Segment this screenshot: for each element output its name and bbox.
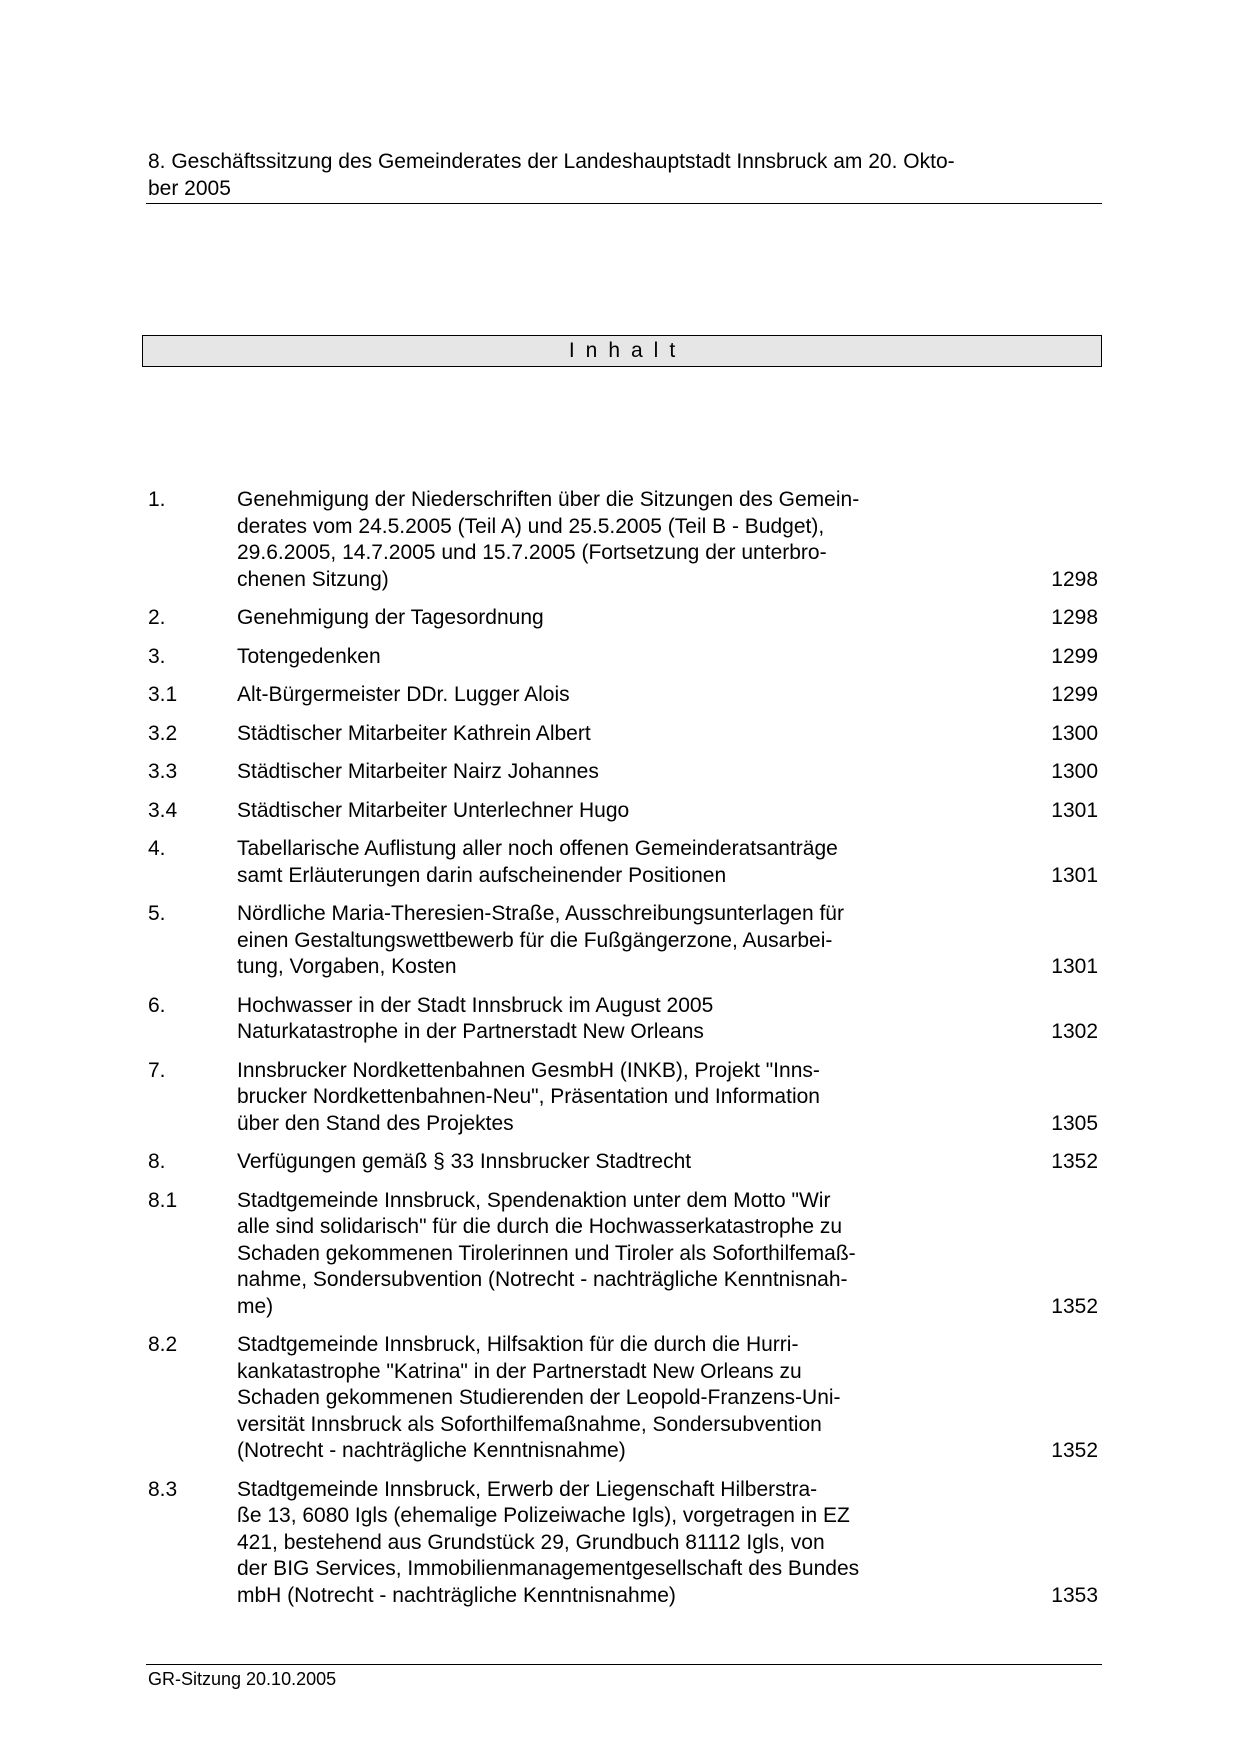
toc-entry-title — [237, 759, 937, 786]
toc-entry-title-line: Tabellarische Auflistung aller noch offenen Gemeinderatsanträge — [237, 837, 838, 860]
toc-entry — [148, 798, 1098, 825]
toc-entry-title-line: derates vom 24.5.2005 (Teil A) und 25.5.2005 (Teil B - Budget), — [237, 514, 825, 538]
toc-entry-title — [237, 721, 937, 748]
toc-entry-page: 1302 — [1051, 1020, 1098, 1043]
toc-entry — [148, 901, 1098, 981]
toc-entry — [148, 993, 1098, 1046]
toc-entry-title-line: Alt-Bürgermeister DDr. Lugger Alois — [237, 683, 570, 706]
toc-entry-title — [237, 993, 937, 1046]
toc-entry-title — [237, 1058, 937, 1138]
toc-entry-title-line: samt Erläuterungen darin aufscheinender Positionen — [237, 863, 727, 887]
toc-entry-title — [237, 487, 937, 593]
toc-entry-number: 3.2 — [148, 721, 178, 745]
toc-entry — [148, 1477, 1098, 1610]
toc-entry-title-line: chenen Sitzung) — [237, 567, 389, 591]
toc-entry-title — [237, 682, 937, 709]
toc-entry-page: 1352 — [1051, 1439, 1098, 1462]
toc-entry-title — [237, 1332, 937, 1465]
toc-entry-title-line: Städtischer Mitarbeiter Unterlechner Hugo — [237, 798, 630, 822]
toc-entry-number: 3. — [148, 644, 166, 668]
toc-entry-title-line: Städtischer Mitarbeiter Nairz Johannes — [237, 760, 599, 783]
toc-entry-number: 3.1 — [148, 683, 178, 706]
toc-entry-title-line: versität Innsbruck als Soforthilfemaßnahme, Sondersubvention — [237, 1412, 822, 1436]
toc-entry — [148, 1332, 1098, 1465]
toc-entry — [148, 487, 1098, 593]
toc-entry-title — [237, 605, 937, 632]
toc-entry-title-line: Städtischer Mitarbeiter Kathrein Albert — [237, 721, 591, 745]
header-line-2: ber 2005 — [148, 177, 231, 200]
toc-entry-title-line: 421, bestehend aus Grundstück 29, Grundbuch 81112 Igls, von — [237, 1530, 825, 1554]
toc-entry-title-line: mbH (Notrecht - nachträgliche Kenntnisnahme) — [237, 1583, 676, 1607]
toc-entry-number: 7. — [148, 1058, 166, 1082]
toc-entry-title-line: Innsbrucker Nordkettenbahnen GesmbH (INKB), Projekt "Inns- — [237, 1058, 820, 1082]
toc-entry-title-line: tung, Vorgaben, Kosten — [237, 955, 457, 978]
toc-entry-title-line: brucker Nordkettenbahnen-Neu", Präsentation und Information — [237, 1085, 820, 1108]
toc-entry-title-line: Stadtgemeinde Innsbruck, Hilfsaktion für die durch die Hurri- — [237, 1333, 799, 1356]
toc-entry-title-line: einen Gestaltungswettbewerb für die Fußgängerzone, Ausarbei- — [237, 928, 833, 952]
toc-entry-title — [237, 901, 937, 981]
toc-entry-page: 1352 — [1051, 1150, 1098, 1173]
toc-entry-page: 1352 — [1051, 1294, 1098, 1318]
toc-entry — [148, 836, 1098, 889]
page-footer: GR-Sitzung 20.10.2005 — [148, 1669, 337, 1689]
toc-entry-title-line: der BIG Services, Immobilienmanagementgesellschaft des Bundes — [237, 1557, 860, 1580]
toc-entry-page: 1301 — [1051, 863, 1098, 887]
toc-entry-number: 1. — [148, 488, 166, 511]
toc-entry — [148, 721, 1098, 748]
toc-entry-number: 6. — [148, 993, 166, 1017]
toc-entry-page: 1298 — [1051, 567, 1098, 591]
toc-entry — [148, 605, 1098, 632]
header-line-1: 8. Geschäftssitzung des Gemeinderates der Landeshauptstadt Innsbruck am 20. Okto- — [148, 150, 955, 173]
toc-entry-title — [237, 798, 937, 825]
toc-entry-title — [237, 1149, 937, 1176]
toc-entry-page: 1299 — [1051, 644, 1098, 668]
toc-entry-title-line: alle sind solidarisch" für die durch die Hochwasserkatastrophe zu — [237, 1215, 843, 1238]
toc-entry-page: 1305 — [1051, 1111, 1098, 1135]
toc-entry-page: 1353 — [1051, 1583, 1098, 1607]
toc-entry-page: 1301 — [1051, 955, 1098, 978]
toc-entry-title-line: Schaden gekommenen Tirolerinnen und Tiroler als Soforthilfemaß- — [237, 1241, 856, 1265]
table-of-contents — [148, 487, 1098, 1621]
toc-entry-number: 4. — [148, 837, 166, 860]
toc-entry — [148, 1058, 1098, 1138]
toc-entry-title-line: Genehmigung der Niederschriften über die Sitzungen des Gemein- — [237, 488, 860, 511]
toc-entry-title-line: Genehmigung der Tagesordnung — [237, 606, 544, 629]
toc-entry-title-line: Hochwasser in der Stadt Innsbruck im August 2005 — [237, 993, 714, 1017]
toc-entry — [148, 1149, 1098, 1176]
toc-entry-number: 8.2 — [148, 1333, 178, 1356]
toc-entry-title — [237, 1477, 937, 1610]
toc-entry-number: 3.4 — [148, 798, 178, 822]
contents-title: Inhalt — [142, 335, 1102, 367]
header-divider — [146, 203, 1102, 204]
toc-entry-page: 1300 — [1051, 760, 1098, 783]
toc-entry-number: 8.3 — [148, 1477, 178, 1501]
toc-entry-page: 1301 — [1051, 798, 1098, 822]
toc-entry-number: 2. — [148, 606, 166, 629]
toc-entry-title-line: Verfügungen gemäß § 33 Innsbrucker Stadtrecht — [237, 1150, 692, 1173]
toc-entry-title-line: Schaden gekommenen Studierenden der Leopold-Franzens-Uni- — [237, 1386, 841, 1409]
toc-entry-title-line: (Notrecht - nachträgliche Kenntnisnahme) — [237, 1439, 626, 1462]
toc-entry-title-line: Totengedenken — [237, 644, 381, 668]
toc-entry-title-line: Nördliche Maria-Theresien-Straße, Ausschreibungsunterlagen für — [237, 902, 844, 925]
toc-entry-number: 8. — [148, 1150, 166, 1173]
toc-entry-page: 1298 — [1051, 606, 1098, 629]
toc-entry-title-line: Stadtgemeinde Innsbruck, Spendenaktion unter dem Motto "Wir — [237, 1188, 831, 1212]
toc-entry — [148, 759, 1098, 786]
toc-entry-title-line: me) — [237, 1294, 274, 1318]
footer-divider — [146, 1664, 1102, 1665]
toc-entry-number: 3.3 — [148, 760, 178, 783]
toc-entry-title — [237, 836, 937, 889]
toc-entry-title-line: Naturkatastrophe in der Partnerstadt New Orleans — [237, 1020, 704, 1043]
toc-entry-title-line: 29.6.2005, 14.7.2005 und 15.7.2005 (Fortsetzung der unterbro- — [237, 541, 827, 564]
toc-entry-title — [237, 1188, 937, 1321]
toc-entry — [148, 1188, 1098, 1321]
toc-entry-number: 5. — [148, 902, 166, 925]
toc-entry-number: 8.1 — [148, 1188, 178, 1212]
toc-entry-title-line: Stadtgemeinde Innsbruck, Erwerb der Liegenschaft Hilberstra- — [237, 1477, 818, 1501]
toc-entry-title-line: nahme, Sondersubvention (Notrecht - nachträgliche Kenntnisnah- — [237, 1268, 848, 1291]
toc-entry-page: 1299 — [1051, 683, 1098, 706]
toc-entry-title-line: über den Stand des Projektes — [237, 1111, 514, 1135]
toc-entry — [148, 682, 1098, 709]
toc-entry-title-line: ße 13, 6080 Igls (ehemalige Polizeiwache Igls), vorgetragen in EZ — [237, 1504, 850, 1527]
toc-entry — [148, 644, 1098, 671]
page-header — [148, 148, 1028, 202]
toc-entry-title — [237, 644, 937, 671]
toc-entry-title-line: kankatastrophe "Katrina" in der Partnerstadt New Orleans zu — [237, 1359, 802, 1383]
toc-entry-page: 1300 — [1051, 721, 1098, 745]
